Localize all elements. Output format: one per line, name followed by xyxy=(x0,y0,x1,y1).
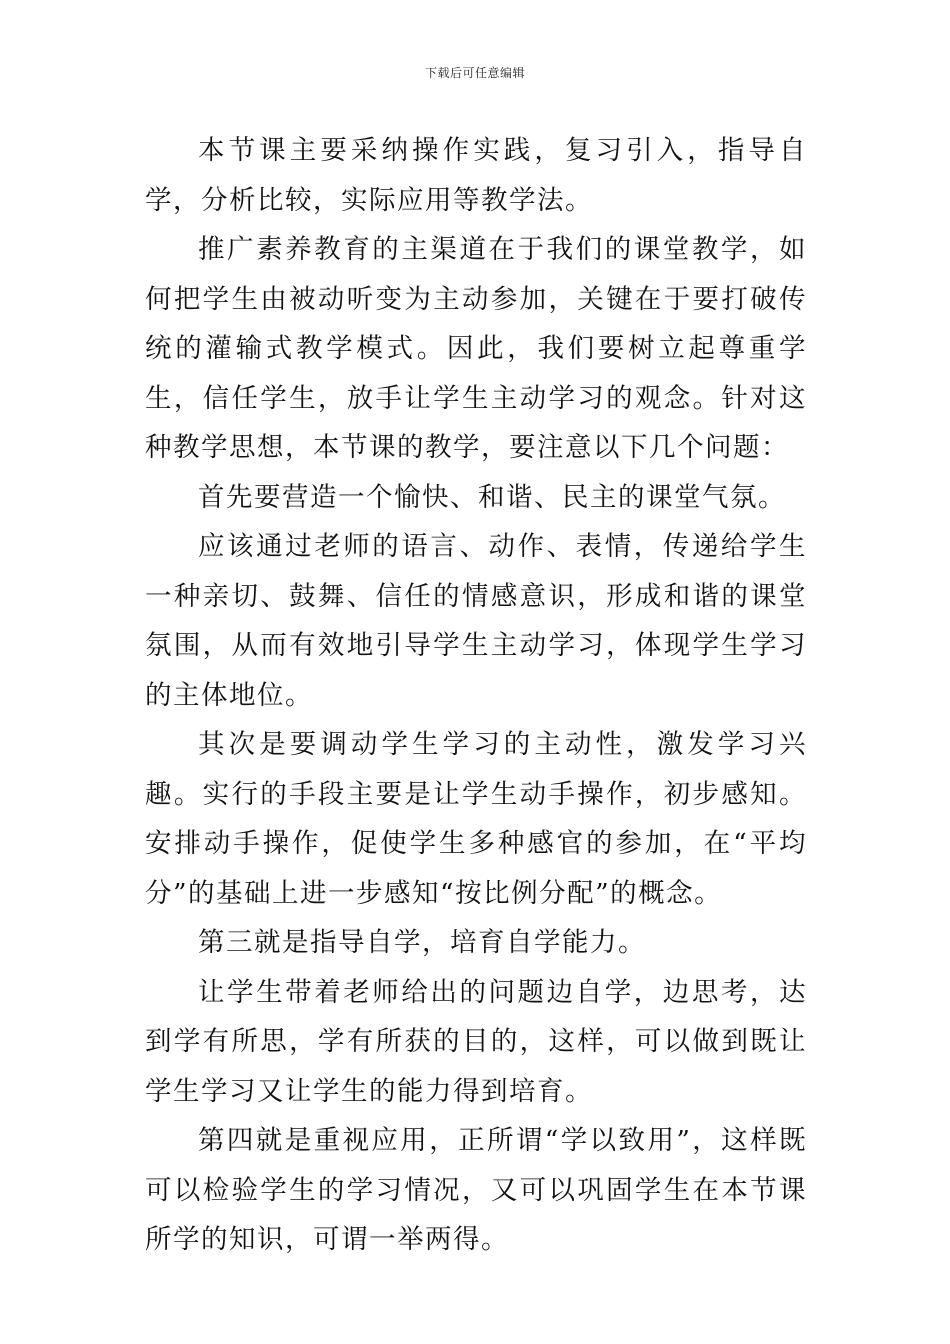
paragraph: 第四就是重视应用，正所谓“学以致用”，这样既可以检验学生的学习情况，又可以巩固学生在本节课所学的知识，可谓一举两得。 xyxy=(145,1125,807,1255)
paragraph: 第三就是指导自学，培育自学能力。 xyxy=(198,927,646,958)
paragraph: 其次是要调动学生学习的主动性，激发学习兴趣。实行的手段主要是让学生动手操作，初步感知。安排动手操作，促使学生多种感官的参加，在“平均分”的基础上进一步感知“按比例分配”的概念。 xyxy=(145,729,807,909)
document-body xyxy=(145,126,807,1265)
paragraph: 应该通过老师的语言、动作、表情，传递给学生一种亲切、鼓舞、信任的情感意识，形成和谐的课堂氛围，从而有效地引导学生主动学习，体现学生学习的主体地位。 xyxy=(145,531,807,711)
paragraph: 让学生带着老师给出的问题边自学，边思考，达到学有所思，学有所获的目的，这样，可以做到既让学生学习又让学生的能力得到培育。 xyxy=(145,976,807,1107)
page-header: 下载后可任意编辑 xyxy=(424,66,525,80)
paragraph: 推广素养教育的主渠道在于我们的课堂教学，如何把学生由被动听变为主动参加，关键在于要打破传统的灌输式教学模式。因此，我们要树立起尊重学生，信任学生，放手让学生主动学习的观念。针对这种教学思想，本节课的教学，要注意以下几个问题： xyxy=(145,234,807,463)
paragraph: 本节课主要采纳操作实践，复习引入，指导自学，分析比较，实际应用等教学法。 xyxy=(145,135,807,216)
paragraph: 首先要营造一个愉快、和谐、民主的课堂气氛。 xyxy=(198,481,786,513)
